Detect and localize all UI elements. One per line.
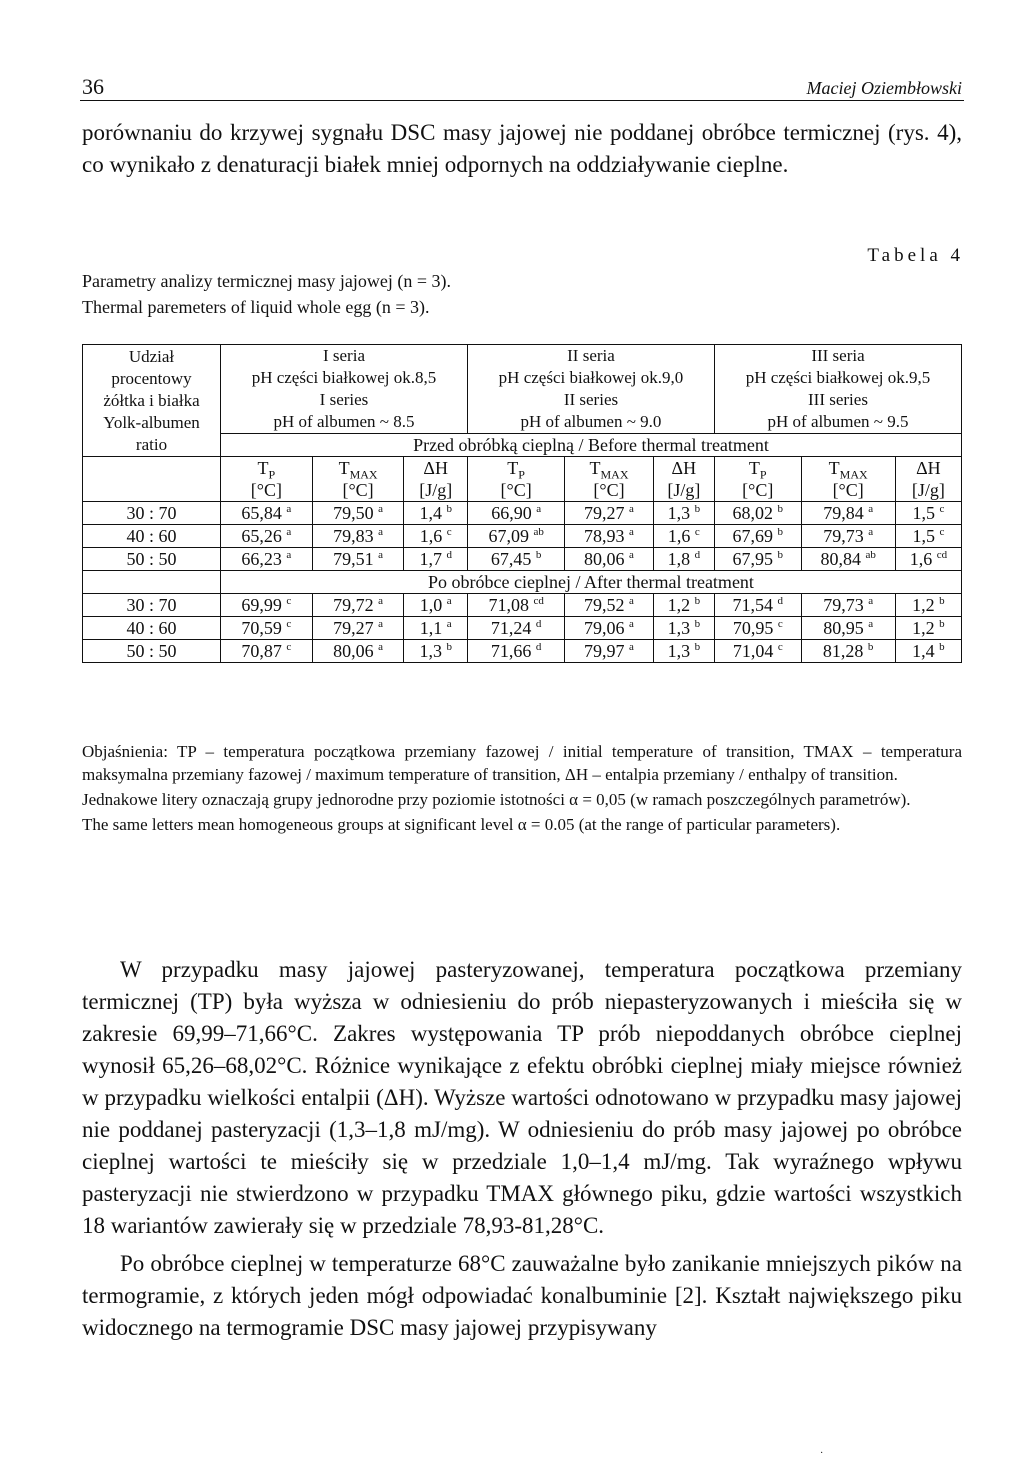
value-text: 67,95 xyxy=(732,549,774,569)
value-text: 80,95 xyxy=(823,618,864,638)
empty-cell xyxy=(83,571,221,594)
series-header-line: pH części białkowej ok.8,5 xyxy=(251,368,437,387)
value-text: 1,8 xyxy=(667,549,691,569)
group-letter: cd xyxy=(533,595,544,607)
param-symbol-text: ΔH xyxy=(423,458,448,478)
scan-speck: · xyxy=(820,1448,824,1459)
value-text: 79,50 xyxy=(333,503,374,523)
value-text: 80,06 xyxy=(584,549,625,569)
value-text: 65,26 xyxy=(241,526,282,546)
param-subscript: MAX xyxy=(600,467,629,482)
value-cell xyxy=(221,640,313,663)
group-letter: c xyxy=(446,526,452,538)
series-header-line: pH of albumen ~ 8.5 xyxy=(273,412,415,431)
param-symbol-text: T xyxy=(828,458,840,478)
param-symbol-text: ΔH xyxy=(671,458,697,478)
group-letter: a xyxy=(629,641,634,653)
value-cell xyxy=(565,548,653,571)
value-cell xyxy=(404,617,468,640)
value-text: 1,6 xyxy=(667,526,691,546)
series-header-line: II seria xyxy=(567,346,615,365)
body-paragraph: Po obróbce cieplnej w temperaturze 68°C zauważalne było zanikanie mniejszych pików na termogramie, z których jeden mógł odpowiadać konalbuminie [2]. Kształt największego piku widocznego na termogramie DSC masy jajowej przypisywany xyxy=(82,1251,962,1340)
value-text: 79,06 xyxy=(584,618,625,638)
value-cell xyxy=(895,548,961,571)
ratio-cell: 50 : 50 xyxy=(83,548,221,571)
value-text: 1,6 xyxy=(909,549,933,569)
param-symbol xyxy=(406,457,465,479)
group-letter: b xyxy=(777,526,784,538)
ratio-cell: 40 : 60 xyxy=(83,617,221,640)
param-unit: [°C] xyxy=(593,480,625,500)
param-header xyxy=(714,457,801,502)
group-letter: a xyxy=(378,595,384,607)
value-cell xyxy=(467,594,564,617)
ratio-header-line: Yolk-albumen xyxy=(103,412,200,432)
param-header xyxy=(653,457,714,502)
group-letter: b xyxy=(446,503,452,515)
value-text: 1,5 xyxy=(912,503,935,523)
table-row xyxy=(83,525,962,548)
group-letter: a xyxy=(868,595,874,607)
value-text: 79,27 xyxy=(333,618,374,638)
value-cell xyxy=(565,594,653,617)
group-letter: b xyxy=(535,549,542,561)
value-cell xyxy=(801,640,895,663)
group-letter: b xyxy=(777,549,784,561)
value-cell xyxy=(312,594,404,617)
value-cell xyxy=(801,548,895,571)
group-letter: b xyxy=(867,641,874,653)
group-letter: a xyxy=(446,618,452,630)
value-text: 1,4 xyxy=(912,641,935,661)
param-unit: [°C] xyxy=(342,480,374,500)
value-cell xyxy=(895,525,961,548)
ratio-cell: 30 : 70 xyxy=(83,594,221,617)
value-text: 69,99 xyxy=(241,595,282,615)
group-letter: d xyxy=(535,641,542,653)
value-cell xyxy=(714,502,801,525)
value-text: 1,4 xyxy=(419,503,442,523)
value-text: 78,93 xyxy=(584,526,625,546)
value-cell xyxy=(653,617,714,640)
group-letter: a xyxy=(378,503,384,515)
series-header-line: pH części białkowej ok.9,5 xyxy=(745,368,931,387)
thermal-parameters-table xyxy=(82,344,962,663)
group-letter: b xyxy=(694,503,701,515)
series-header-line: III seria xyxy=(811,346,865,365)
value-text: 1,3 xyxy=(667,618,691,638)
param-symbol xyxy=(656,457,712,479)
value-text: 1,3 xyxy=(667,503,691,523)
group-letter: b xyxy=(446,641,452,653)
param-header xyxy=(312,457,404,502)
empty-cell xyxy=(83,457,221,502)
group-letter: a xyxy=(446,595,452,607)
value-cell xyxy=(467,640,564,663)
value-cell xyxy=(895,594,961,617)
body-text xyxy=(82,954,962,1350)
value-cell xyxy=(312,502,404,525)
page-header xyxy=(80,70,964,101)
value-text: 79,84 xyxy=(823,503,864,523)
value-text: 1,1 xyxy=(419,618,443,638)
value-text: 70,59 xyxy=(241,618,282,638)
note-explanations: Objaśnienia: TP – temperatura początkowa przemiany fazowej / initial temperature of transition, TMAX – temperatura maksymalna przemiany fazowej / maximum temperature of transition, ΔH – entalpia przemiany / enthalpy of transition. xyxy=(82,742,962,784)
value-cell xyxy=(895,502,961,525)
value-cell xyxy=(714,594,801,617)
body-paragraph: W przypadku masy jajowej pasteryzowanej, temperatura początkowa przemiany termicznej (TP) była wyższa w odniesieniu do prób niepasteryzowanych i mieściła się w zakresie 69,99–71,66°C. Zakres występowania TP prób niepoddanych obróbce cieplnej wynosił 65,26–68,02°C. Różnice wynikające z efektu obróbki cieplnej miały miejsce również w przypadku wielkości entalpii (ΔH). Wyższe wartości odnotowano w przypadku masy jajowej nie poddanej pasteryzacji (1,3–1,8 mJ/mg). W odniesieniu do prób masy jajowej po obróbce cieplnej wartości te mieściły się w przedziale 1,0–1,4 mJ/mg. Tak wyraźnego wpływu pasteryzacji nie stwierdzono w przypadku TMAX głównego piku, gdzie wartości wszystkich 18 wariantów zawierały się w przedziale 78,93-81,28°C. xyxy=(82,957,962,1238)
value-cell xyxy=(312,548,404,571)
value-cell xyxy=(714,617,801,640)
group-letter: b xyxy=(694,595,701,607)
caption-en: Thermal paremeters of liquid whole egg (n = 3). xyxy=(82,297,430,317)
value-cell xyxy=(312,640,404,663)
value-cell xyxy=(312,617,404,640)
value-text: 71,04 xyxy=(732,641,774,661)
group-letter: d xyxy=(777,595,784,607)
note-letters-en: The same letters mean homogeneous groups at significant level α = 0.05 (at the range of particular parameters). xyxy=(82,815,841,834)
value-text: 80,06 xyxy=(333,641,374,661)
series-header-line: III series xyxy=(808,390,868,409)
param-unit: [J/g] xyxy=(911,480,945,500)
value-cell xyxy=(653,594,714,617)
param-symbol xyxy=(470,457,562,482)
value-cell xyxy=(895,617,961,640)
group-letter: a xyxy=(629,595,634,607)
param-header xyxy=(801,457,895,502)
group-letter: c xyxy=(286,595,292,607)
ratio-cell: 30 : 70 xyxy=(83,502,221,525)
param-unit: [°C] xyxy=(250,480,282,500)
value-text: 1,6 xyxy=(419,526,443,546)
group-letter: a xyxy=(286,526,292,538)
value-text: 1,2 xyxy=(912,595,935,615)
param-symbol-text: T xyxy=(257,458,269,478)
group-letter: b xyxy=(939,618,945,630)
value-text: 1,2 xyxy=(912,618,935,638)
value-cell xyxy=(565,502,653,525)
param-symbol-text: ΔH xyxy=(916,458,941,478)
group-letter: a xyxy=(868,503,874,515)
group-letter: b xyxy=(777,503,784,515)
value-cell xyxy=(221,617,313,640)
param-unit: [°C] xyxy=(832,480,864,500)
param-subscript: P xyxy=(759,467,767,482)
table-number-label: Tabela 4 xyxy=(867,245,964,266)
param-symbol xyxy=(223,457,310,482)
after-heading-row xyxy=(83,571,962,594)
param-unit: [J/g] xyxy=(667,480,701,500)
param-symbol xyxy=(567,457,650,482)
param-header xyxy=(895,457,961,502)
group-letter: cd xyxy=(936,549,948,561)
value-cell xyxy=(653,640,714,663)
group-letter: c xyxy=(777,641,783,653)
group-letter: a xyxy=(286,549,292,561)
param-symbol-text: T xyxy=(507,458,519,478)
series-header-line: II series xyxy=(563,390,619,409)
group-letter: b xyxy=(939,641,945,653)
value-cell xyxy=(714,640,801,663)
note-letters-pl: Jednakowe litery oznaczają grupy jednorodne przy poziomie istotności α = 0,05 (w ramach poszczególnych parametrów). xyxy=(82,790,911,809)
param-header xyxy=(467,457,564,502)
value-text: 66,90 xyxy=(491,503,532,523)
value-text: 81,28 xyxy=(822,641,864,661)
group-letter: c xyxy=(939,503,945,515)
table-row xyxy=(83,548,962,571)
value-text: 1,2 xyxy=(667,595,691,615)
value-cell xyxy=(653,502,714,525)
ratio-header-line: procentowy xyxy=(111,368,192,388)
param-symbol xyxy=(804,457,893,482)
value-cell xyxy=(404,594,468,617)
param-subscript: P xyxy=(518,467,525,482)
group-letter: b xyxy=(694,641,701,653)
value-text: 67,69 xyxy=(732,526,774,546)
param-header xyxy=(404,457,468,502)
param-header xyxy=(565,457,653,502)
value-cell xyxy=(221,548,313,571)
param-symbol xyxy=(315,457,402,482)
caption-pl: Parametry analizy termicznej masy jajowej (n = 3). xyxy=(82,271,452,291)
value-text: 70,87 xyxy=(241,641,282,661)
page-number: 36 xyxy=(82,74,104,99)
value-text: 79,83 xyxy=(333,526,374,546)
before-treatment-heading: Przed obróbką cieplną / Before thermal treatment xyxy=(221,434,962,457)
param-symbol-text: T xyxy=(338,458,350,478)
group-letter: a xyxy=(378,549,384,561)
param-header xyxy=(221,457,313,502)
group-letter: a xyxy=(629,549,634,561)
param-subscript: P xyxy=(268,467,276,482)
value-text: 1,5 xyxy=(912,526,935,546)
value-cell xyxy=(404,525,468,548)
value-text: 71,08 xyxy=(488,595,529,615)
group-letter: c xyxy=(286,641,292,653)
group-letter: a xyxy=(536,503,542,515)
param-symbol xyxy=(717,457,799,482)
value-text: 68,02 xyxy=(732,503,774,523)
value-cell xyxy=(404,640,468,663)
group-letter: c xyxy=(777,618,783,630)
value-cell xyxy=(895,640,961,663)
group-letter: b xyxy=(939,595,945,607)
group-letter: a xyxy=(378,618,384,630)
series-header-line: pH of albumen ~ 9.0 xyxy=(520,412,662,431)
running-author: Maciej Oziembłowski xyxy=(806,78,962,98)
table-notes xyxy=(82,740,962,838)
group-letter: d xyxy=(446,549,452,561)
group-letter: c xyxy=(939,526,945,538)
param-unit: [°C] xyxy=(742,480,774,500)
param-unit: [J/g] xyxy=(419,480,453,500)
param-subscript: MAX xyxy=(839,467,868,482)
param-symbol-text: T xyxy=(748,458,760,478)
value-cell xyxy=(467,548,564,571)
ratio-header-line: Udział xyxy=(128,346,175,366)
group-letter: ab xyxy=(533,526,544,538)
ratio-header-line: żółtka i białka xyxy=(103,390,200,410)
value-text: 71,66 xyxy=(490,641,532,661)
group-letter: c xyxy=(286,618,292,630)
value-text: 67,09 xyxy=(488,526,529,546)
group-letter: ab xyxy=(865,549,876,561)
value-text: 79,27 xyxy=(584,503,625,523)
value-cell xyxy=(221,502,313,525)
value-text: 1,7 xyxy=(419,549,442,569)
series-header xyxy=(221,345,468,434)
param-symbol xyxy=(898,457,959,479)
ratio-cell: 50 : 50 xyxy=(83,640,221,663)
group-letter: c xyxy=(694,526,700,538)
value-text: 80,84 xyxy=(820,549,861,569)
value-cell xyxy=(801,502,895,525)
series-header-line: pH części białkowej ok.9,0 xyxy=(498,368,684,387)
value-cell xyxy=(312,525,404,548)
param-unit: [°C] xyxy=(500,480,532,500)
ratio-cell: 40 : 60 xyxy=(83,525,221,548)
series-header xyxy=(467,345,714,434)
value-cell xyxy=(404,502,468,525)
value-text: 79,52 xyxy=(584,595,625,615)
group-letter: a xyxy=(868,618,874,630)
value-cell xyxy=(221,594,313,617)
value-text: 79,73 xyxy=(823,526,864,546)
value-cell xyxy=(653,548,714,571)
ratio-header xyxy=(83,345,221,457)
group-letter: a xyxy=(629,618,634,630)
value-cell xyxy=(565,617,653,640)
ratio-header-line: ratio xyxy=(135,434,168,454)
value-cell xyxy=(801,594,895,617)
table-row xyxy=(83,594,962,617)
value-text: 71,24 xyxy=(490,618,532,638)
series-header-line: I series xyxy=(319,390,369,409)
table-row xyxy=(83,502,962,525)
value-text: 1,3 xyxy=(667,641,691,661)
value-cell xyxy=(404,548,468,571)
param-symbol-text: T xyxy=(589,458,601,478)
table-header-row xyxy=(83,345,962,434)
group-letter: a xyxy=(868,526,874,538)
value-cell xyxy=(467,525,564,548)
series-header xyxy=(714,345,961,434)
table-row xyxy=(83,617,962,640)
value-cell xyxy=(653,525,714,548)
value-cell xyxy=(801,617,895,640)
series-header-line: I seria xyxy=(322,346,365,365)
group-letter: a xyxy=(286,503,292,515)
group-letter: d xyxy=(535,618,542,630)
value-cell xyxy=(221,525,313,548)
value-cell xyxy=(565,640,653,663)
param-subscript: MAX xyxy=(349,467,378,482)
series-header-line: pH of albumen ~ 9.5 xyxy=(767,412,909,431)
value-text: 79,97 xyxy=(584,641,625,661)
value-cell xyxy=(565,525,653,548)
group-letter: a xyxy=(378,641,384,653)
value-text: 79,51 xyxy=(333,549,374,569)
value-text: 79,72 xyxy=(333,595,374,615)
value-text: 66,23 xyxy=(241,549,282,569)
intro-paragraph: porównaniu do krzywej sygnału DSC masy jajowej nie poddanej obróbce termicznej (rys. 4), co wynikało z denaturacji białek mniej odpornych na oddziaływanie cieplne. xyxy=(82,120,962,177)
value-cell xyxy=(467,617,564,640)
param-header-row xyxy=(83,457,962,502)
value-text: 67,45 xyxy=(490,549,532,569)
group-letter: b xyxy=(694,618,701,630)
value-text: 79,73 xyxy=(823,595,864,615)
group-letter: a xyxy=(629,503,634,515)
value-cell xyxy=(714,548,801,571)
value-cell xyxy=(467,502,564,525)
group-letter: a xyxy=(629,526,634,538)
table-caption xyxy=(82,268,451,320)
table-row xyxy=(83,640,962,663)
group-letter: a xyxy=(378,526,384,538)
value-text: 1,0 xyxy=(419,595,443,615)
group-letter: d xyxy=(694,549,701,561)
value-text: 70,95 xyxy=(732,618,774,638)
value-cell xyxy=(801,525,895,548)
after-treatment-heading: Po obróbce cieplnej / After thermal treatment xyxy=(221,571,962,594)
value-cell xyxy=(714,525,801,548)
value-text: 65,84 xyxy=(241,503,282,523)
value-text: 1,3 xyxy=(419,641,442,661)
value-text: 71,54 xyxy=(732,595,774,615)
